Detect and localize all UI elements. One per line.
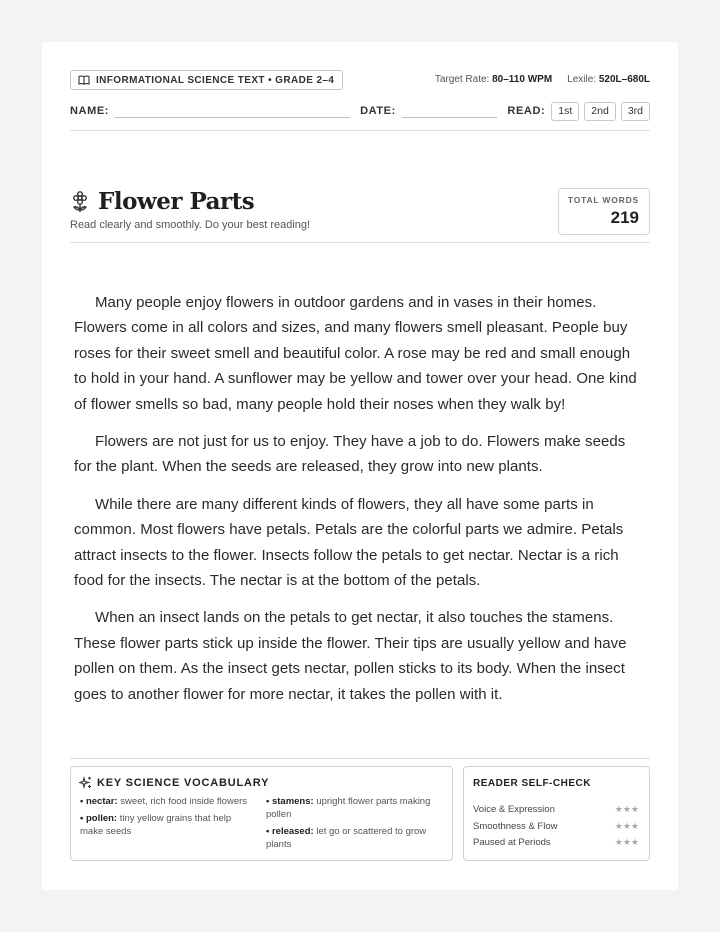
star-rating[interactable]: ★★★ bbox=[614, 837, 639, 847]
vocabulary-heading bbox=[79, 776, 269, 789]
worksheet-page bbox=[42, 42, 678, 890]
star-rating[interactable]: ★★★ bbox=[614, 804, 639, 814]
name-label: NAME: bbox=[70, 105, 110, 117]
vocab-definition: tiny yellow grains that help make seeds bbox=[80, 813, 232, 837]
flower-icon bbox=[70, 191, 90, 213]
self-check-label: Paused at Periods bbox=[473, 837, 551, 848]
vocabulary-box bbox=[70, 766, 453, 861]
vocab-definition: let go or scattered to grow plants bbox=[266, 826, 427, 850]
header-divider bbox=[70, 130, 650, 131]
title-divider bbox=[70, 242, 650, 243]
total-words-label: TOTAL WORDS bbox=[567, 195, 639, 205]
sparkle-icon bbox=[79, 776, 92, 789]
self-check-label: Voice & Expression bbox=[473, 804, 555, 815]
student-fields bbox=[70, 100, 650, 122]
reading-passage bbox=[74, 290, 646, 719]
star-rating[interactable]: ★★★ bbox=[614, 821, 639, 831]
page-title: Flower Parts bbox=[98, 188, 255, 215]
read-count-options bbox=[551, 102, 650, 121]
self-check-box bbox=[463, 766, 650, 861]
read-2nd-button[interactable]: 2nd bbox=[584, 102, 616, 121]
vocab-term: • nectar: bbox=[80, 796, 118, 807]
self-check-label: Smoothness & Flow bbox=[473, 821, 558, 832]
vocab-term: • stamens: bbox=[266, 796, 314, 807]
paragraph-3: While there are many different kinds of flowers, they all have some parts in common. Most flowers have petals. Petals are the colorful parts we admire. Petals attract insects to the flower. Insects follow the petals to get nectar. Nectar is a rich food for the insects. The nectar is at the bottom of the petals. bbox=[74, 495, 624, 590]
total-words-box bbox=[558, 188, 650, 235]
vocab-column-right bbox=[266, 795, 446, 855]
vocab-term: • released: bbox=[266, 826, 314, 837]
vocab-item bbox=[80, 812, 250, 838]
self-check-row bbox=[473, 804, 639, 815]
self-check-row bbox=[473, 821, 639, 832]
read-1st-button[interactable]: 1st bbox=[551, 102, 579, 121]
vocab-term: • pollen: bbox=[80, 813, 118, 824]
date-label: DATE: bbox=[360, 105, 396, 117]
footer-divider bbox=[70, 758, 650, 759]
vocab-item bbox=[80, 795, 250, 808]
self-check-heading: READER SELF-CHECK bbox=[473, 778, 591, 789]
text-type-tag bbox=[70, 70, 343, 90]
vocab-item bbox=[266, 795, 446, 821]
book-icon bbox=[78, 75, 90, 85]
read-3rd-button[interactable]: 3rd bbox=[621, 102, 650, 121]
paragraph-1: Many people enjoy flowers in outdoor gardens and in vases in their homes. Flowers come in all colors and sizes, and many flowers smell pleasant. People buy roses for their sweet smell and beautiful color. A rose may be red and small enough to hold in your hand. A sunflower may be yellow and tower over your head. One kind of flower smells so bad, many people hold their noses when they walk by! bbox=[74, 294, 637, 413]
lexile-value: 520L–680L bbox=[598, 74, 650, 85]
text-type-label: INFORMATIONAL SCIENCE TEXT • GRADE 2–4 bbox=[96, 74, 335, 86]
self-check-row bbox=[473, 837, 639, 848]
vocab-column-left bbox=[80, 795, 250, 842]
read-label: READ: bbox=[507, 105, 546, 117]
lexile-label: Lexile: bbox=[567, 74, 597, 85]
page-subtitle: Read clearly and smoothly. Do your best reading! bbox=[70, 219, 311, 231]
target-rate bbox=[435, 74, 552, 85]
reading-targets bbox=[435, 74, 650, 85]
vocab-item bbox=[266, 825, 446, 851]
title-row bbox=[70, 188, 254, 215]
lexile bbox=[567, 74, 650, 85]
target-rate-value: 80–110 WPM bbox=[492, 74, 553, 85]
target-rate-label: Target Rate: bbox=[434, 74, 490, 85]
total-words-value: 219 bbox=[610, 208, 639, 227]
vocab-definition: sweet, rich food inside flowers bbox=[120, 796, 248, 807]
vocabulary-heading-text: KEY SCIENCE VOCABULARY bbox=[97, 776, 270, 789]
paragraph-2: Flowers are not just for us to enjoy. They have a job to do. Flowers make seeds for the plant. When the seeds are released, they grow into new plants. bbox=[74, 433, 626, 476]
name-field[interactable] bbox=[115, 104, 350, 118]
date-field[interactable] bbox=[402, 104, 498, 118]
vocab-definition: upright flower parts making pollen bbox=[266, 796, 431, 820]
paragraph-4: When an insect lands on the petals to get nectar, it also touches the stamens. These flower parts stick up inside the flower. Their tips are usually yellow and have pollen on them. As the insect gets nectar, pollen sticks to its body. When the insect goes to another flower for more nectar, it takes the pollen with it. bbox=[74, 609, 627, 703]
